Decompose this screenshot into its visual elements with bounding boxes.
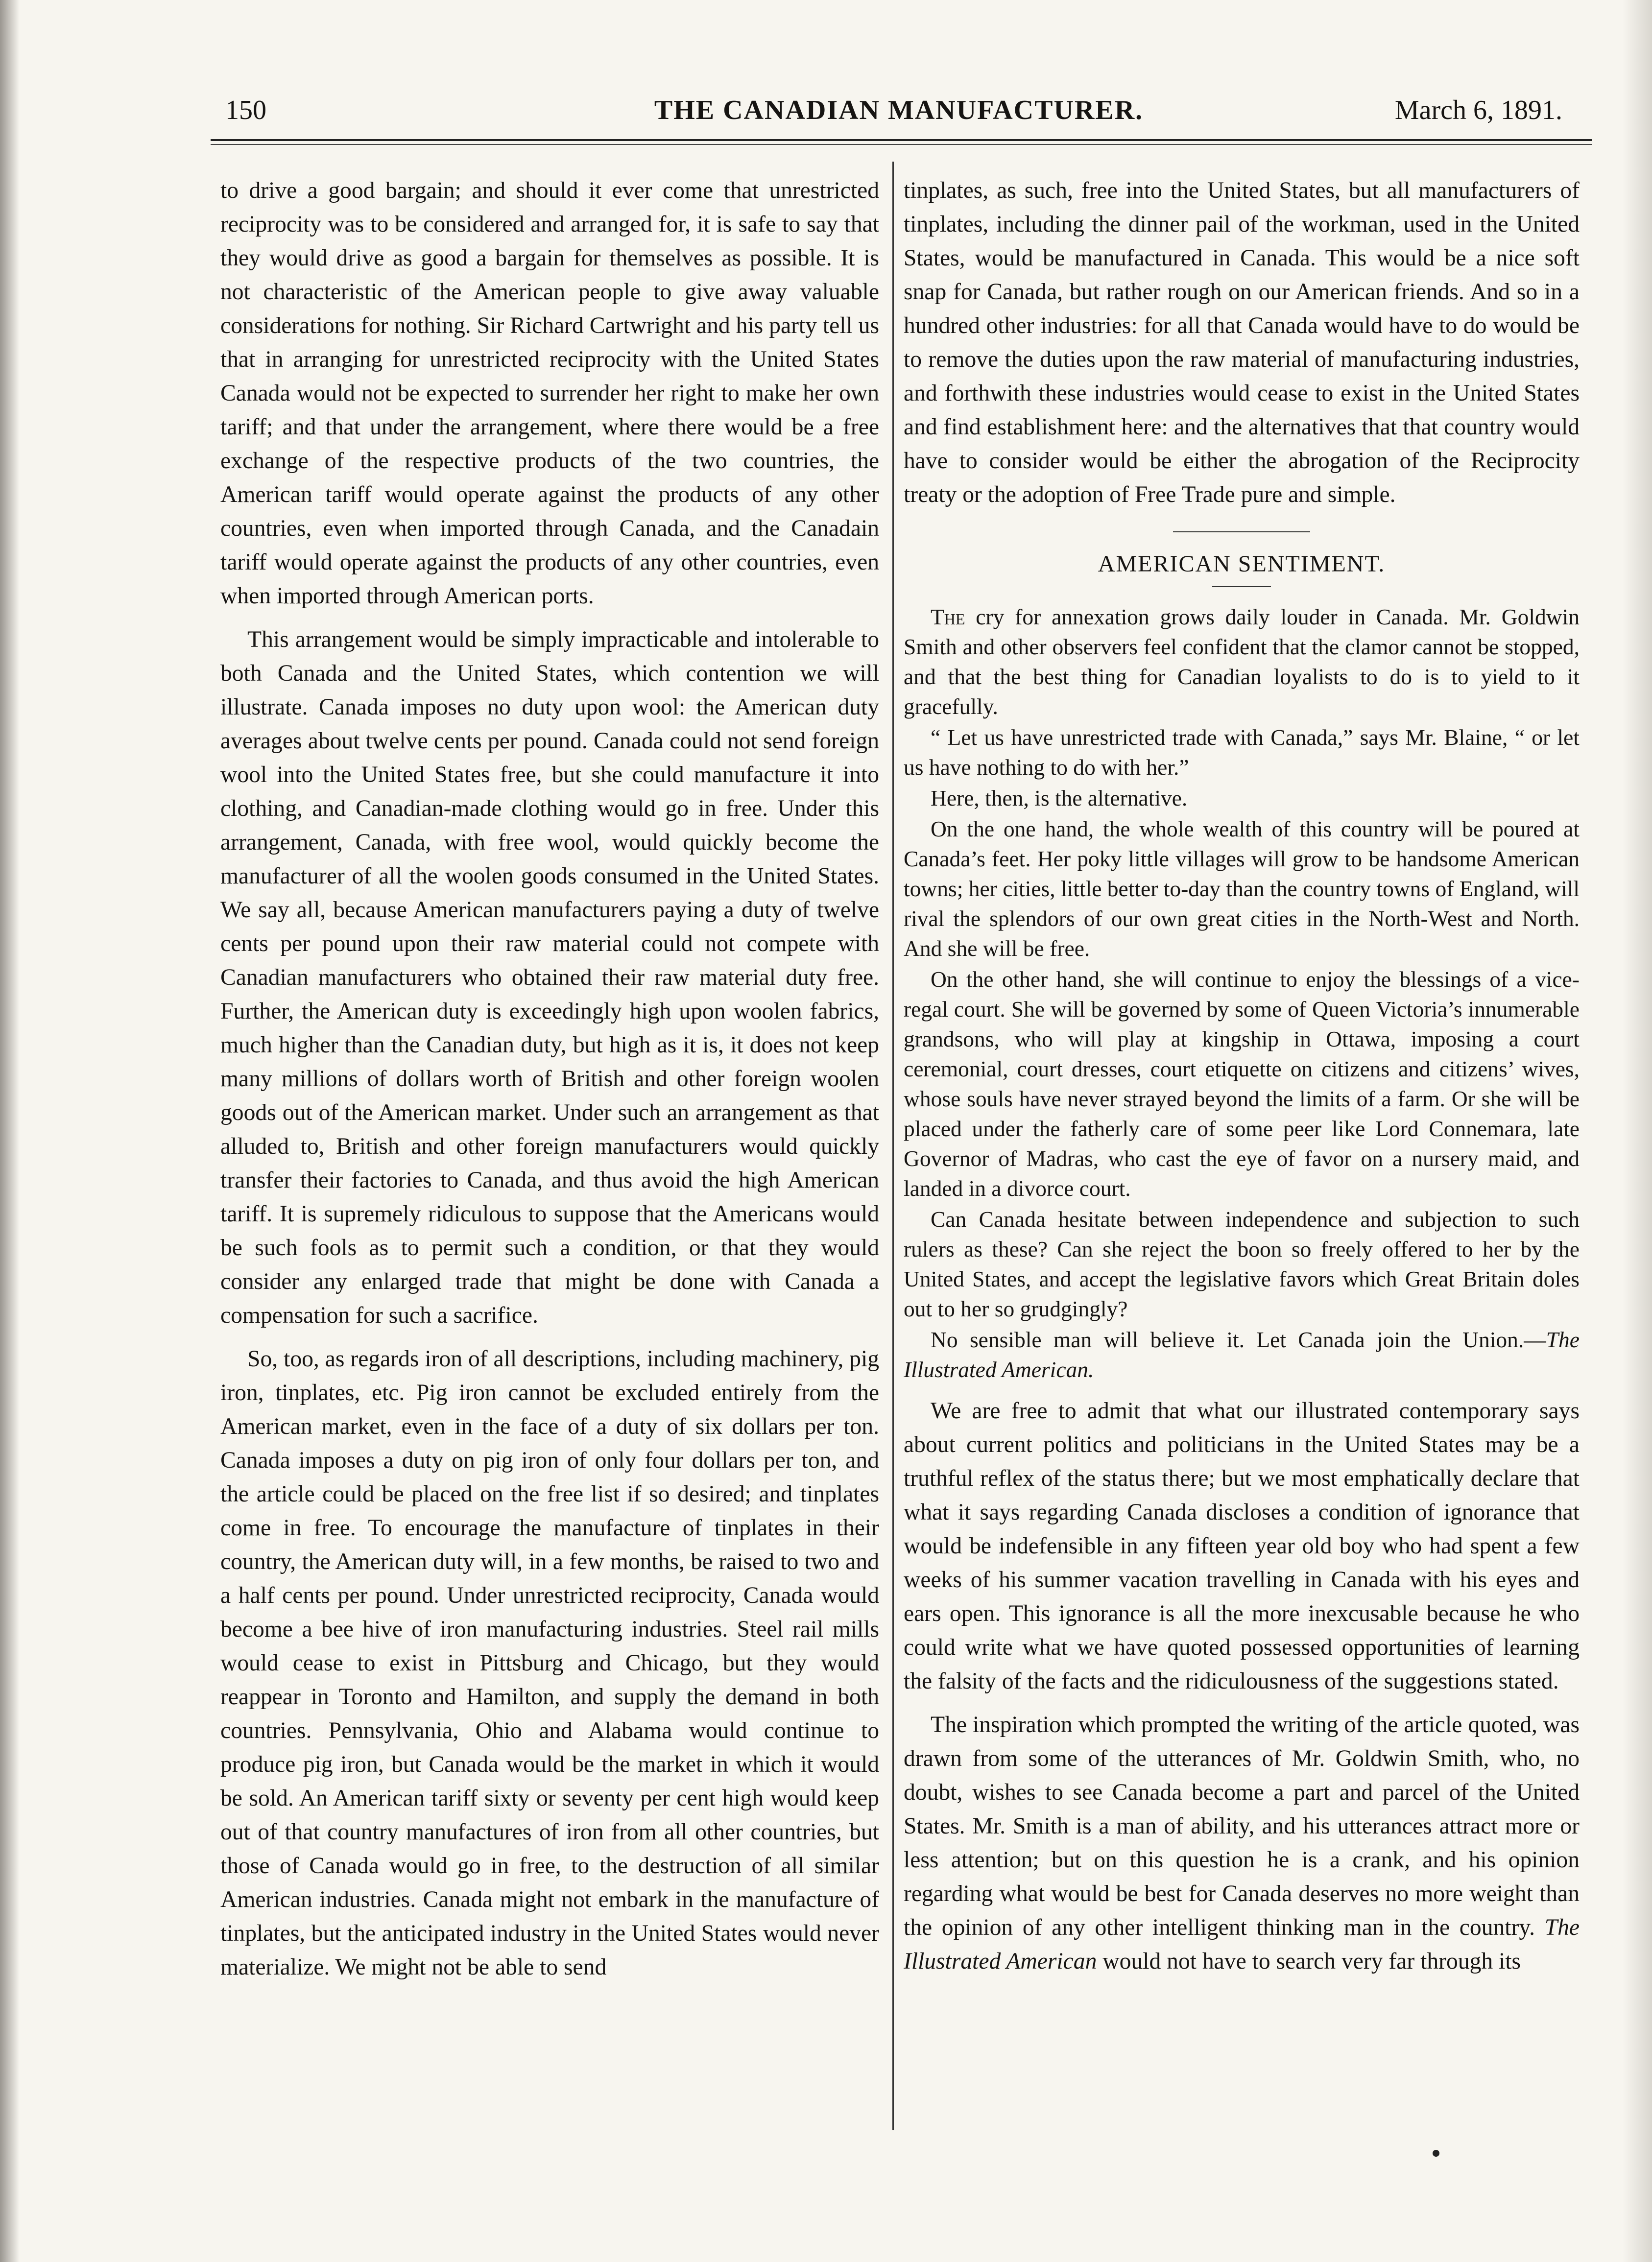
quoted-first-text: cry for annexation grows daily louder in Canada. Mr. Goldwin Smith and other observers feel confident that the clamor cannot be stopped, and that the best thing for Canadian loyalists to do is to yield to it gracefully.	[904, 604, 1580, 719]
left-column	[220, 174, 879, 2133]
quoted-closing-text: No sensible man will believe it. Let Canada join the Union.—	[931, 1327, 1546, 1352]
commentary-paragraph: We are free to admit that what our illustrated contemporary says about current politics and politicians in the United States may be a truthful reflex of the status there; but we most emphatically declare that what it says regarding Canada discloses a condition of ignorance that would be indefensible in any fifteen year old boy who had spent a few weeks of his summer vacation travelling in Canada with his eyes and ears open. This ignorance is all the more inexcusable because he who could write what we have quoted possessed opportunities of learning the falsity of the facts and the ridiculousness of the suggestions stated.	[904, 1398, 1580, 1694]
heading-underline	[1212, 586, 1271, 587]
page-edge-shadow-left	[0, 0, 20, 2262]
header-rule	[211, 139, 1592, 141]
right-intro-paragraph: tinplates, as such, free into the United States, but all manufacturers of tinplates, including the dinner pail of the workman, used in the United States, would be manufactured in Canada. This would be a nice soft snap for Canada, but rather rough on our American friends. And so in a hundred other industries: for all that Canada would have to do would be to remove the duties upon the raw material of manufacturing industries, and forthwith these industries would cease to exist in the United States and find establishment here: and the alternatives that that country would have to consider would be either the abrogation of the Reciprocity treaty or the adoption of Free Trade pure and simple.	[904, 178, 1580, 507]
column-divider	[892, 162, 894, 2130]
final-paragraph	[904, 1708, 1580, 1978]
header-rule-thin	[211, 144, 1592, 145]
page-header	[215, 88, 1582, 132]
section-separator	[1173, 531, 1310, 532]
right-column	[904, 174, 1580, 2133]
quoted-paragraph-6: Can Canada hesitate between independence and subjection to such rulers as these? Can she reject the boon so freely offered to her by the United States, and accept the legislative favors which Great Britain doles out to her so grudgingly?	[904, 1207, 1580, 1321]
quoted-paragraph-2: “ Let us have unrestricted trade with Canada,” says Mr. Blaine, “ or let us have nothing to do with her.”	[904, 725, 1580, 780]
quoted-closing	[904, 1325, 1580, 1384]
quoted-lead-word: The	[931, 604, 965, 629]
ink-dot	[1433, 2150, 1439, 2157]
page-edge-shadow-right	[1623, 0, 1652, 2262]
quoted-source: The Illustrated American.	[904, 1327, 1580, 1382]
publication-title: THE CANADIAN MANUFACTURER.	[654, 95, 1144, 125]
left-paragraph-1: to drive a good bargain; and should it ever come that unrestricted reciprocity was to be considered and arranged for, it is safe to say that they would drive as good a bargain for themselves as possible. It is not characteristic of the American people to give away valuable considerations for nothing. Sir Richard Cartwright and his party tell us that in arranging for unrestricted reciprocity with the United States Canada would not be expected to surrender her right to make her own tariff; and that under the arrangement, where there would be a free exchange of the respective products of the two countries, the American tariff would operate against the products of any other countries, even when imported through Canada, and the Canadain tariff would operate against the products of any other countries, even when imported through American ports.	[220, 178, 879, 609]
quoted-paragraph-3: Here, then, is the alternative.	[931, 786, 1188, 810]
issue-date: March 6, 1891.	[1394, 95, 1562, 125]
page-number: 150	[225, 95, 266, 125]
final-paragraph-text: The inspiration which prompted the writing of the article quoted, was drawn from some of the utterances of Mr. Goldwin Smith, who, no doubt, wishes to see Canada become a part and parcel of the United States. Mr. Smith is a man of ability, and his utterances attract more or less attention; but on this question he is a crank, and his opinion regarding what would be best for Canada deserves no more weight than the opinion of any other intelligent thinking man in the country.	[904, 1712, 1580, 1940]
final-paragraph-italic: The Illustrated American	[904, 1915, 1580, 1974]
final-paragraph-end: would not have to search very far through its	[1097, 1949, 1521, 1974]
quoted-paragraph-4: On the one hand, the whole wealth of this country will be poured at Canada’s feet. Her poky little villages will grow to be handsome American towns; her cities, little better to-day than the country towns of England, will rival the splendors of our own great cities in the North-West and North. And she will be free.	[904, 816, 1580, 961]
left-paragraph-2: This arrangement would be simply impracticable and intolerable to both Canada and the United States, which contention we will illustrate. Canada imposes no duty upon wool: the American duty averages about twelve cents per pound. Canada could not send foreign wool into the United States free, but she could manufacture it into clothing, and Canadian-made clothing would go in free. Under this arrangement, Canada, with free wool, would quickly become the manufacturer of all the woolen goods consumed in the United States. We say all, because American manufacturers paying a duty of twelve cents per pound upon their raw material could not compete with Canadian manufacturers who obtained their raw material duty free. Further, the American duty is exceedingly high upon woolen fabrics, much higher than the Canadian duty, but high as it is, it does not keep many millions of dollars worth of British and other foreign woolen goods out of the American market. Under such an arrangement as that alluded to, British and other foreign manufacturers would quickly transfer their factories to Canada, and thus avoid the high American tariff. It is supremely ridiculous to suppose that the Americans would be such fools as to permit such a condition, or that they would consider any enlarged trade that might be done with Canada a compensation for such a sacrifice.	[220, 627, 879, 1328]
quoted-paragraph-1	[904, 602, 1580, 721]
quoted-paragraph-5: On the other hand, she will continue to enjoy the blessings of a vice-regal court. She will be governed by some of Queen Victoria’s innumerable grandsons, who will play at kingship in Ottawa, imposing a court ceremonial, court dresses, court etiquette on citizens and citizens’ wives, whose souls have never strayed beyond the limits of a farm. Or she will be placed under the fatherly care of some peer like Lord Connemara, late Governor of Madras, who cast the eye of favor on a nursery maid, and landed in a divorce court.	[904, 967, 1580, 1201]
section-heading: AMERICAN SENTIMENT.	[1098, 551, 1386, 577]
left-paragraph-3: So, too, as regards iron of all descriptions, including machinery, pig iron, tinplates, etc. Pig iron cannot be excluded entirely from the American market, even in the face of a duty of six dollars per ton. Canada imposes a duty on pig iron of only four dollars per ton, and the article could be placed on the free list if so desired; and tinplates come in free. To encourage the manufacture of tinplates in their country, the American duty will, in a few months, be raised to two and a half cents per pound. Under unrestricted reciprocity, Canada would become a bee hive of iron manufacturing industries. Steel rail mills would cease to exist in Pittsburg and Chicago, but they would reappear in Toronto and Hamilton, and supply the demand in both countries. Pennsylvania, Ohio and Alabama would continue to produce pig iron, but Canada would be the market in which it would be sold. An American tariff sixty or seventy per cent high would keep out of that country manufactures of iron from all other countries, but those of Canada would go in free, to the destruction of all similar American industries. Canada might not embark in the manufacture of tinplates, but the anticipated industry in the United States would never materialize. We might not be able to send	[220, 1346, 879, 1980]
